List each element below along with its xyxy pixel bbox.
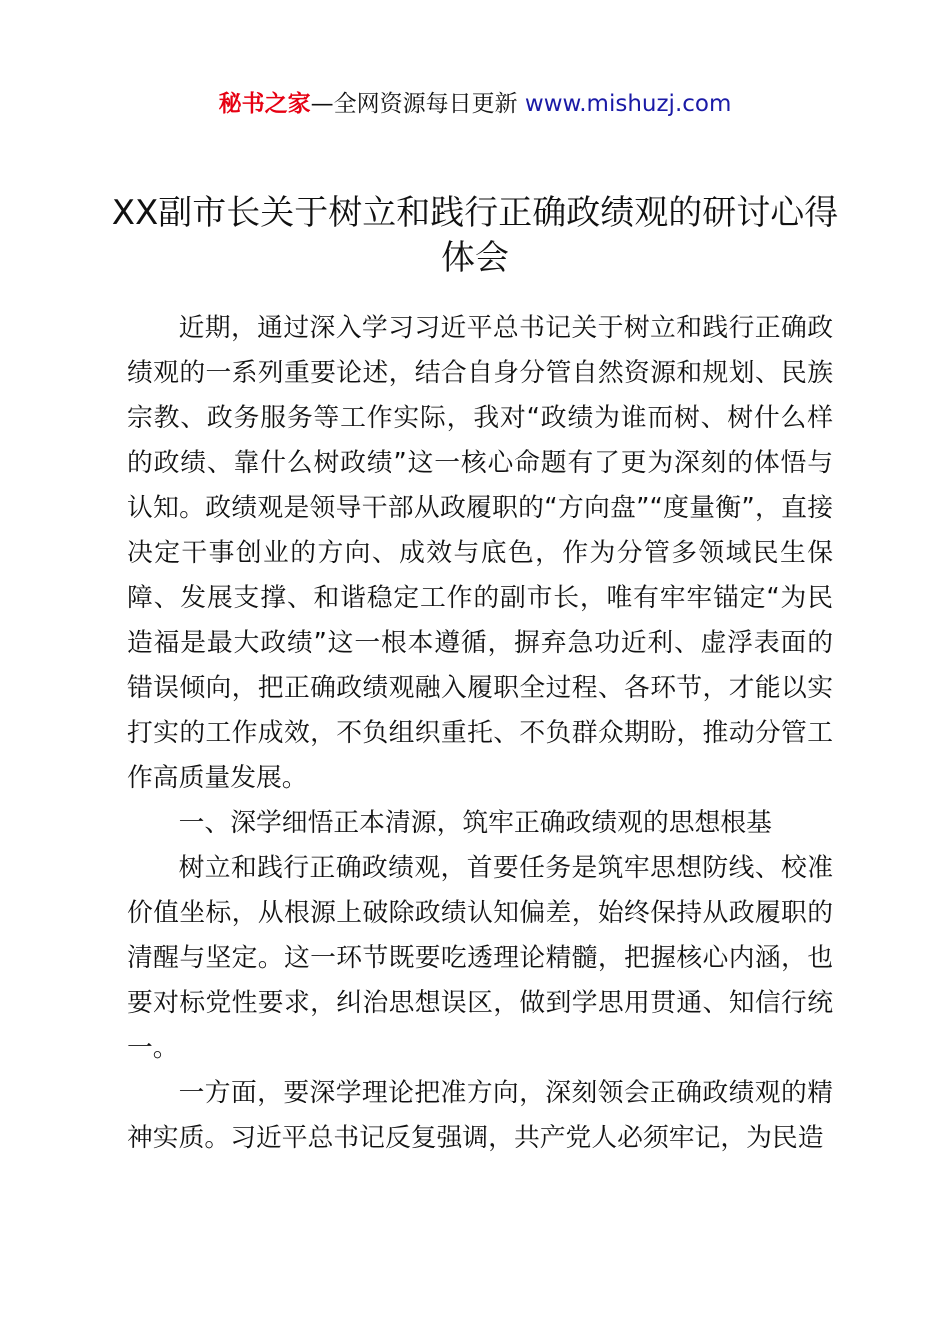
body-paragraph: 一方面，要深学理论把准方向，深刻领会正确政绩观的精神实质。习近平总书记反复强调，共产党人必须牢记，为民造 — [127, 1078, 833, 1153]
document-title: XX副市长关于树立和践行正确政绩观的研讨心得体会 — [111, 192, 839, 278]
watermark-header — [0, 88, 950, 120]
body-paragraph: 树立和践行正确政绩观，首要任务是筑牢思想防线、校准价值坐标，从根源上破除政绩认知偏差，始终保持从政履职的清醒与坚定。这一环节既要吃透理论精髓，把握核心内涵，也要对标党性要求，纠治思想误区，做到学思用贯通、知信行统一。 — [127, 853, 833, 1063]
brand-name: 秘书之家 — [218, 91, 311, 117]
document-body — [127, 306, 833, 1161]
section-heading-1: 一、深学细悟正本清源，筑牢正确政绩观的思想根基 — [178, 808, 772, 838]
intro-paragraph: 近期，通过深入学习习近平总书记关于树立和践行正确政绩观的一系列重要论述，结合自身分管自然资源和规划、民族宗教、政务服务等工作实际，我对“政绩为谁而树、树什么样的政绩、靠什么树政绩”这一核心命题有了更为深刻的体悟与认知。政绩观是领导干部从政履职的“方向盘”“度量衡”，直接决定干事创业的方向、成效与底色，作为分管多领域民生保障、发展支撑、和谐稳定工作的副市长，唯有牢牢锚定“为民造福是最大政绩”这一根本遵循，摒弃急功近利、虚浮表面的错误倾向，把正确政绩观融入履职全过程、各环节，才能以实打实的工作成效，不负组织重托、不负群众期盼，推动分管工作高质量发展。 — [127, 313, 833, 793]
header-tagline: —全网资源每日更新 — [310, 91, 518, 117]
site-url-link[interactable]: www.mishuzj.com — [524, 91, 732, 117]
